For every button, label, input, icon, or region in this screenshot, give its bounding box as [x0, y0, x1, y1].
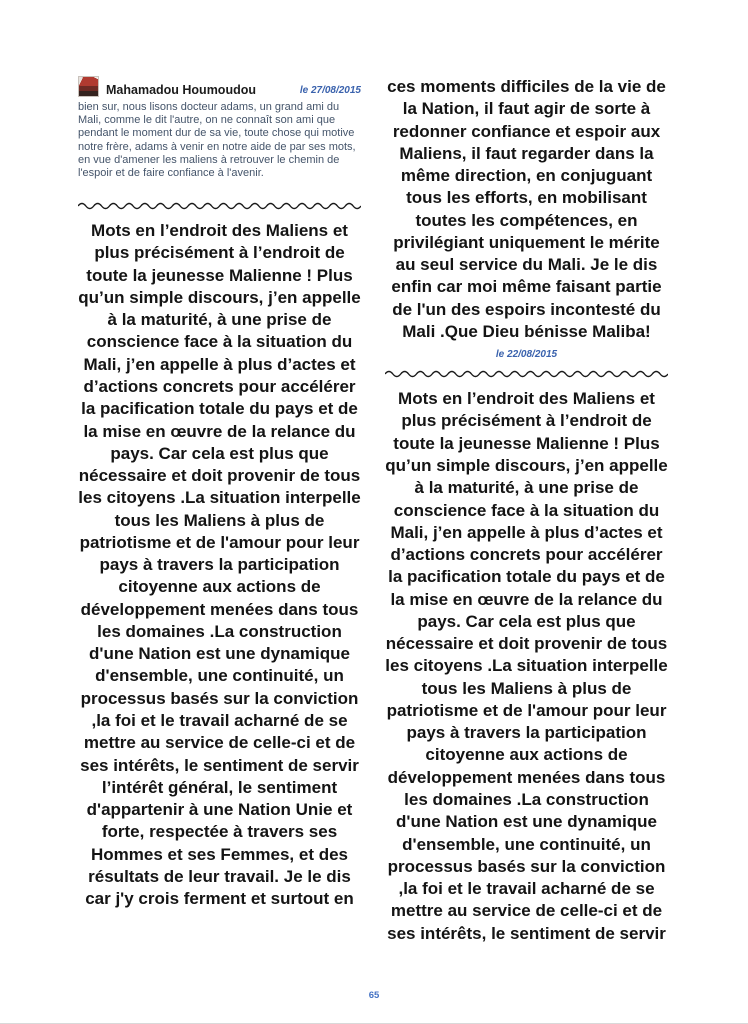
comment-header — [78, 76, 361, 97]
wavy-line-graphic — [385, 368, 668, 380]
post-date: le 22/08/2015 — [495, 349, 558, 361]
right-column — [385, 76, 668, 945]
two-column-layout — [78, 76, 668, 945]
left-column — [78, 76, 361, 945]
wavy-divider — [78, 200, 361, 212]
page-number: 65 — [368, 990, 380, 1001]
wavy-line-graphic — [78, 200, 361, 212]
post-text-right: Mots en l’endroit des Maliens et plus précisément à l’endroit de toute la jeunesse Malienne ! Plus qu’un simple discours, j’en appelle à la maturité, à une prise de conscience face à la situation du Mali, j’en appelle à plus d’actes et d’actions concrets pour accélérer la pacification totale du pays et de la mise en œuvre de la relance du pays. Car cela est plus que nécessaire et doit provenir de tous les citoyens .La situation interpelle tous les Maliens à plus de patriotisme et de l'amour pour leur pays à travers la participation citoyenne aux actions de développement menées dans tous les domaines .La construction d'une Nation est une dynamique d'ensemble, une continuité, un processus basés sur la conviction ,la foi et le travail acharné de se mettre au service de celle-ci et de ses intérêts, le sentiment de servir — [385, 389, 668, 943]
comment-author: Mahamadou Houmoudou — [106, 83, 256, 97]
post-text-left: Mots en l’endroit des Maliens et plus précisément à l’endroit de toute la jeunesse Malienne ! Plus qu’un simple discours, j’en appelle à la maturité, à une prise de conscience face à la situation du Mali, j’en appelle à plus d’actes et d’actions concrets pour accélérer la pacification totale du pays et de la mise en œuvre de la relance du pays. Car cela est plus que nécessaire et doit provenir de tous les citoyens .La situation interpelle tous les Maliens à plus de patriotisme et de l'amour pour leur pays à travers la participation citoyenne aux actions de développement menées dans tous les domaines .La construction d'une Nation est une dynamique d'ensemble, une continuité, un processus basés sur la conviction ,la foi et le travail acharné de se mettre au service de celle-ci et de ses intérêts, le sentiment de servir l’intérêt général, le sentiment d'appartenir à une Nation Unie et forte, respectée à travers ses Hommes et ses Femmes, et des résultats de leur travail. Je le dis car j'y crois ferment et surtout en — [78, 221, 361, 909]
wavy-divider — [385, 368, 668, 380]
user-avatar — [78, 76, 99, 97]
post-text-continuation: ces moments difficiles de la vie de la Nation, il faut agir de sorte à redonner confiance et espoir aux Maliens, il faut regarder dans la même direction, en conjuguant tous les efforts, en mobilisant toutes les compétences, en privilégiant uniquement le mérite au seul service du Mali. Je le dis enfin car moi même faisant partie de l'un des espoirs incontesté du Mali .Que Dieu bénisse Maliba! — [387, 77, 666, 341]
comment-body: bien sur, nous lisons docteur adams, un grand ami du Mali, comme le dit l'autre, on ne connaît son ami que pendant le moment dur de sa vie, toute chose qui motive notre frère, adams à venir en notre aide de par ses mots, en vue d'amener les maliens à retrouver le chemin de l'espoir et de faire confiance à l'avenir. — [78, 101, 356, 179]
comment-date: le 27/08/2015 — [299, 85, 361, 96]
